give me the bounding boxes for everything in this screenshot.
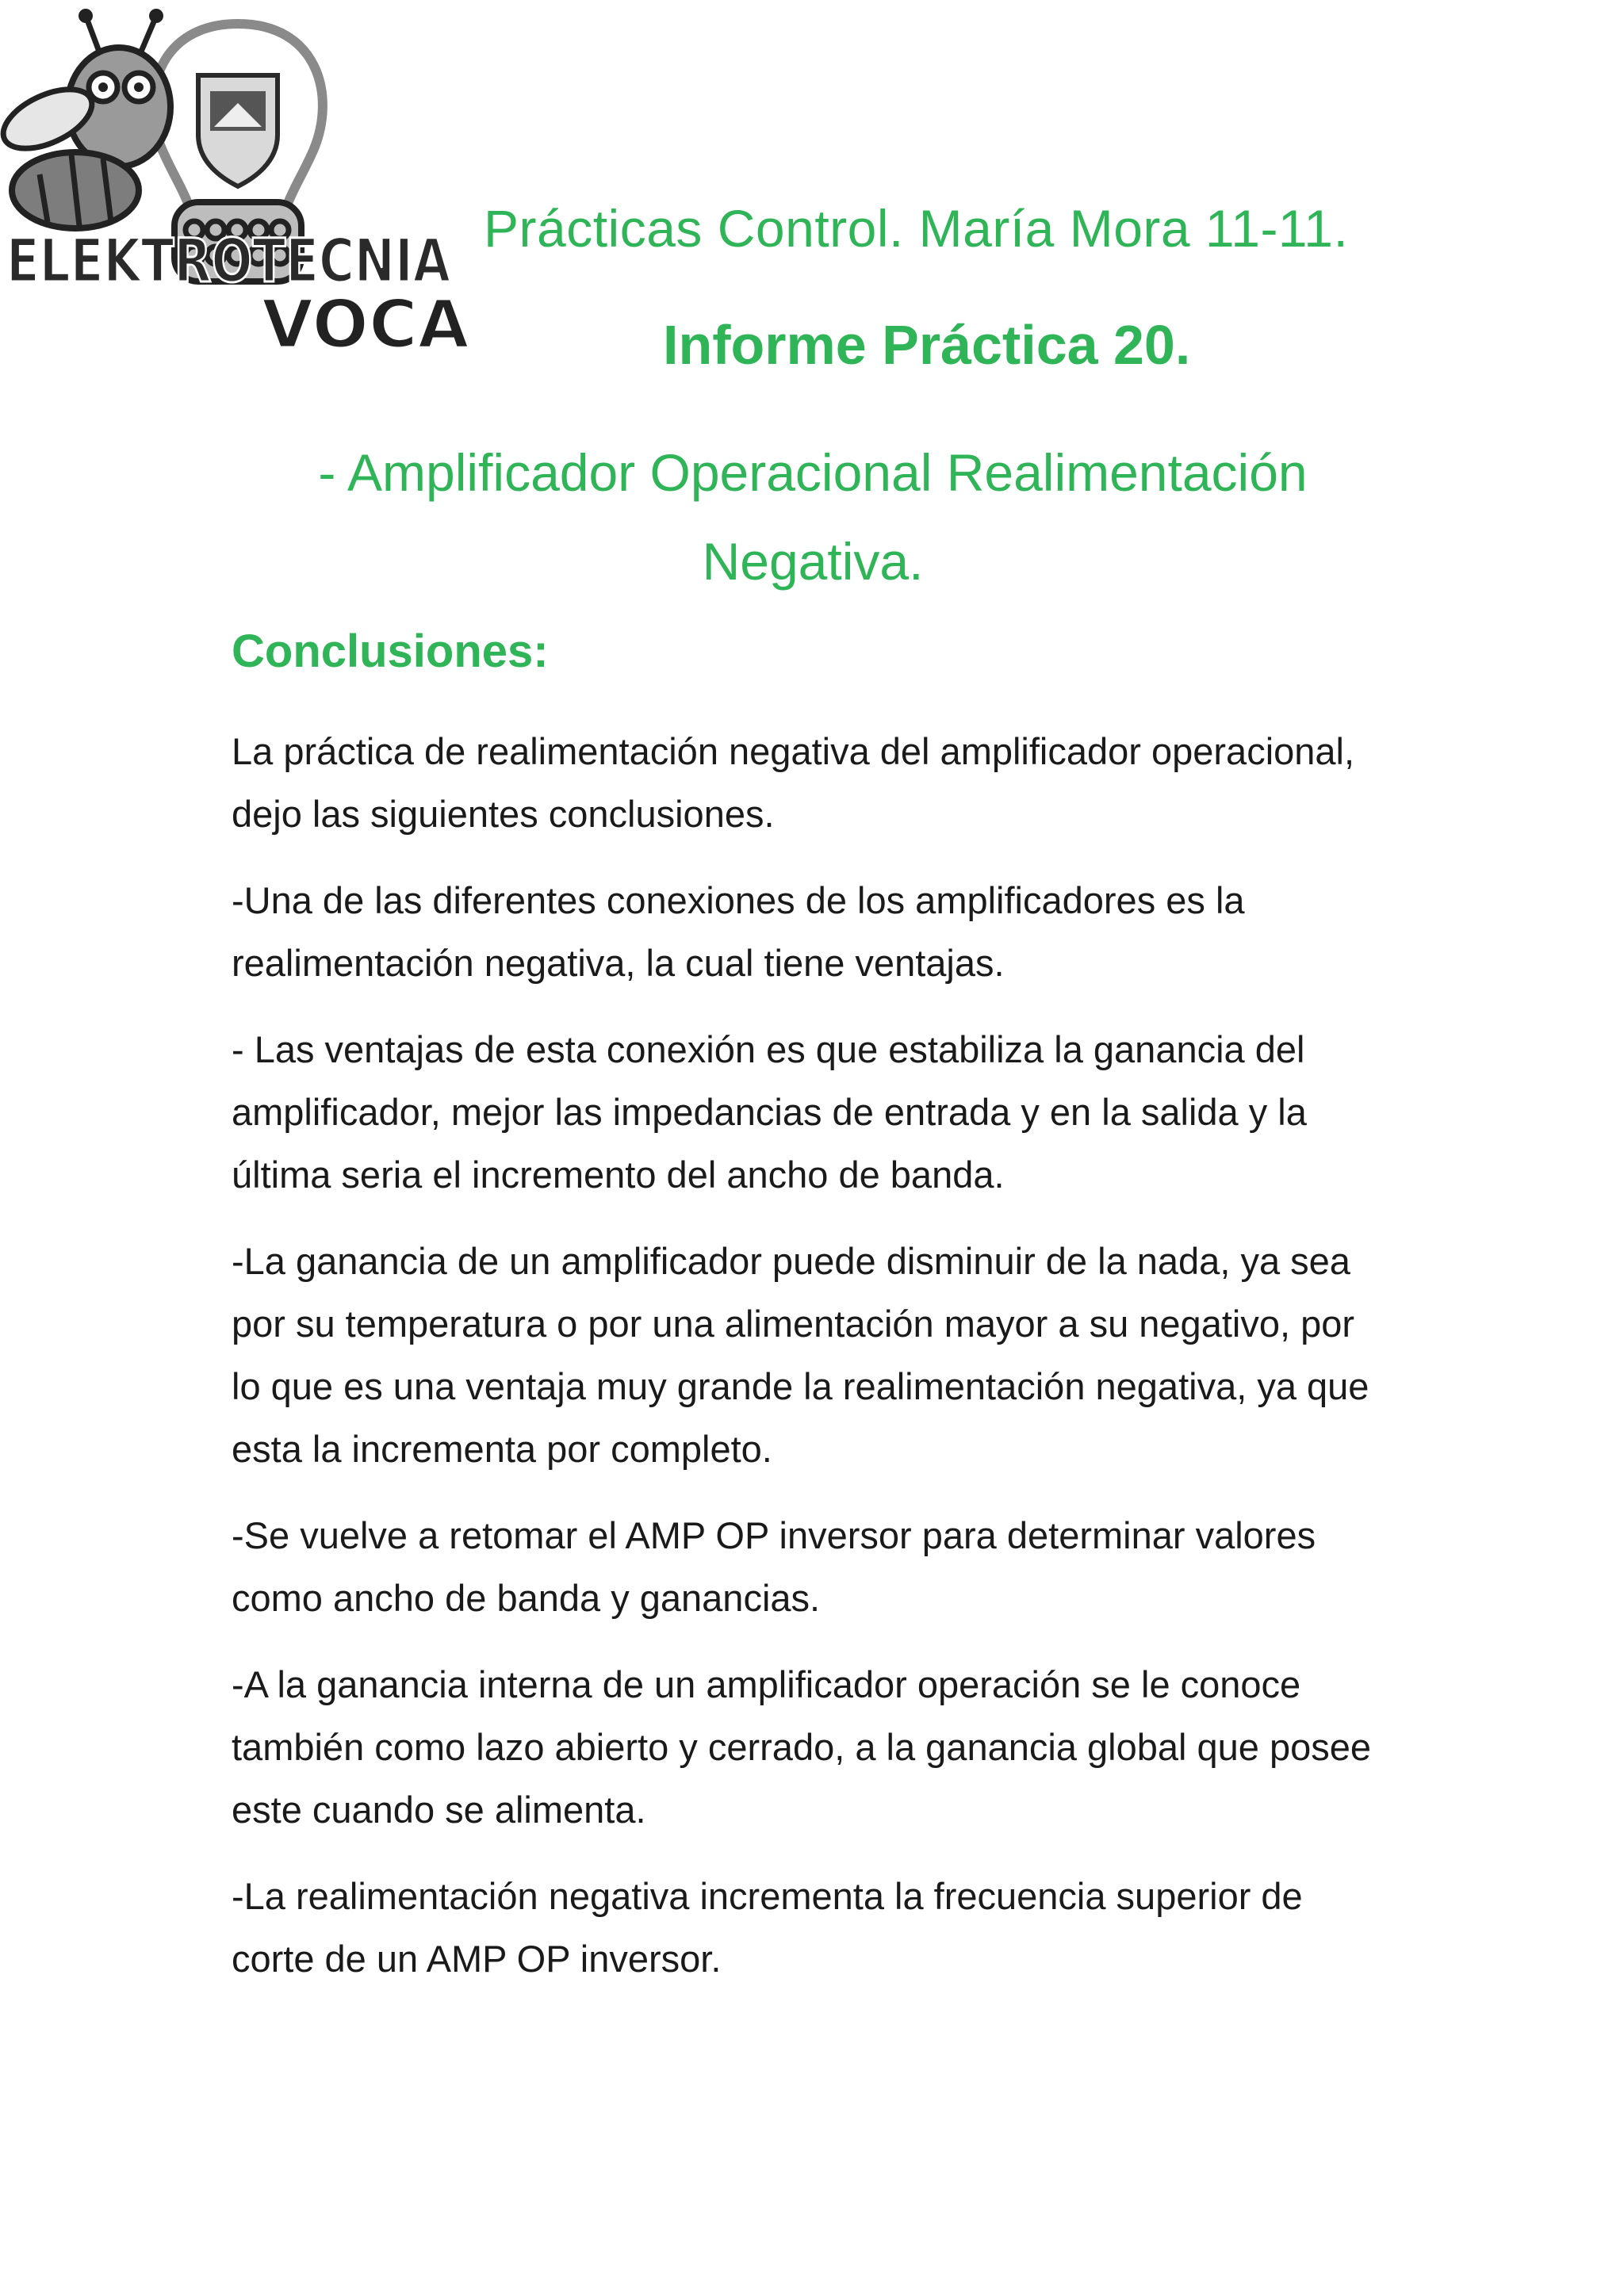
paragraph: - Las ventajas de esta conexión es que estabiliza la ganancia del amplificador, mejor las impedancias de entrada y en la salida y la última seria el incremento del ancho de banda.: [232, 1028, 1307, 1196]
conclusions-body: [232, 720, 1389, 2014]
logo-line2: VOCA: [262, 285, 469, 363]
paragraph: -Se vuelve a retomar el AMP OP inversor para determinar valores como ancho de banda y ganancias.: [232, 1514, 1316, 1619]
logo-line1: ELEKTROTECNIA: [6, 225, 451, 296]
paragraph: -A la ganancia interna de un amplificador operación se le conoce también como lazo abierto y cerrado, a la ganancia global que posee este cuando se alimenta.: [232, 1663, 1372, 1831]
paragraph: La práctica de realimentación negativa del amplificador operacional, dejo las siguientes conclusiones.: [232, 730, 1355, 835]
practice-subtitle: [285, 428, 1340, 606]
paragraph: -La ganancia de un amplificador puede disminuir de la nada, ya sea por su temperatura o por una alimentación mayor a su negativo, por lo que es una ventaja muy grande la realimentación negativa, ya que esta la incrementa por completo.: [232, 1240, 1369, 1470]
paragraph: -Una de las diferentes conexiones de los amplificadores es la realimentación negativa, la cual tiene ventajas.: [232, 879, 1245, 984]
subtitle-line-2: Negativa.: [702, 532, 924, 591]
course-header: Prácticas Control. María Mora 11-11.: [484, 199, 1349, 258]
elektrotecnia-voca-logo: [0, 0, 469, 363]
paragraph: -La realimentación negativa incrementa la frecuencia superior de corte de un AMP OP inversor.: [232, 1875, 1303, 1980]
subtitle-line-1: - Amplificador Operacional Realimentación: [318, 443, 1308, 502]
page-title: Informe Práctica 20.: [663, 314, 1191, 376]
section-heading: Conclusiones:: [232, 626, 549, 677]
